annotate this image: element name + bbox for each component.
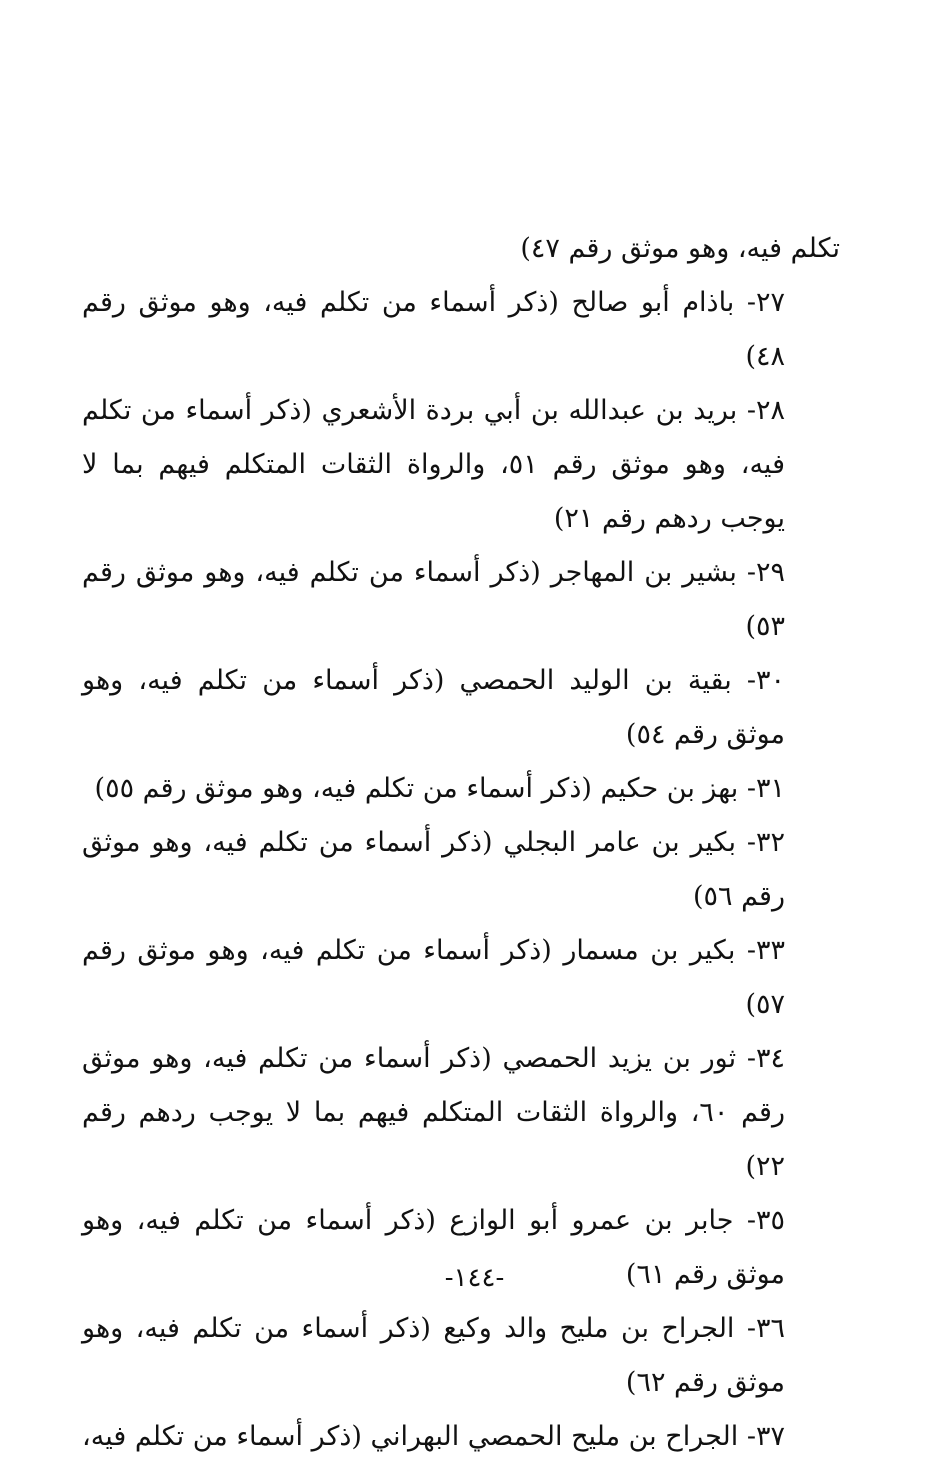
entry-32: ٣٢- بكير بن عامر البجلي (ذكر أسماء من تكلم فيه، وهو موثق رقم ٥٦) xyxy=(82,827,785,912)
entry-30: ٣٠- بقية بن الوليد الحمصي (ذكر أسماء من تكلم فيه، وهو موثق رقم ٥٤) xyxy=(82,665,785,750)
entry-29: ٢٩- بشير بن المهاجر (ذكر أسماء من تكلم فيه، وهو موثق رقم ٥٣) xyxy=(82,557,785,642)
entry-35: ٣٥- جابر بن عمرو أبو الوازع (ذكر أسماء من تكلم فيه، وهو موثق رقم ٦١) xyxy=(82,1205,785,1290)
page-number: -١٤٤- xyxy=(444,1263,505,1293)
entry-34: ٣٤- ثور بن يزيد الحمصي (ذكر أسماء من تكلم فيه، وهو موثق رقم ٦٠، والرواة الثقات المتكلم فيهم بما لا يوجب ردهم رقم ٢٢) xyxy=(82,1043,785,1182)
entry-31: ٣١- بهز بن حكيم (ذكر أسماء من تكلم فيه، وهو موثق رقم ٥٥) xyxy=(94,773,785,804)
entry-28: ٢٨- بريد بن عبدالله بن أبي بردة الأشعري (ذكر أسماء من تكلم فيه، وهو موثق رقم ٥١، والرواة الثقات المتكلم فيهم بما لا يوجب ردهم رقم ٢١) xyxy=(82,395,785,534)
paragraph-continuation: تكلم فيه، وهو موثق رقم ٤٧) xyxy=(520,233,840,264)
entry-27: ٢٧- باذام أبو صالح (ذكر أسماء من تكلم فيه، وهو موثق رقم ٤٨) xyxy=(82,287,785,372)
entry-33: ٣٣- بكير بن مسمار (ذكر أسماء من تكلم فيه، وهو موثق رقم ٥٧) xyxy=(82,935,785,1020)
entry-37: ٣٧- الجراح بن مليح الحمصي البهراني (ذكر أسماء من تكلم فيه، xyxy=(82,1421,785,1452)
entry-36: ٣٦- الجراح بن مليح والد وكيع (ذكر أسماء من تكلم فيه، وهو موثق رقم ٦٢) xyxy=(82,1313,785,1398)
